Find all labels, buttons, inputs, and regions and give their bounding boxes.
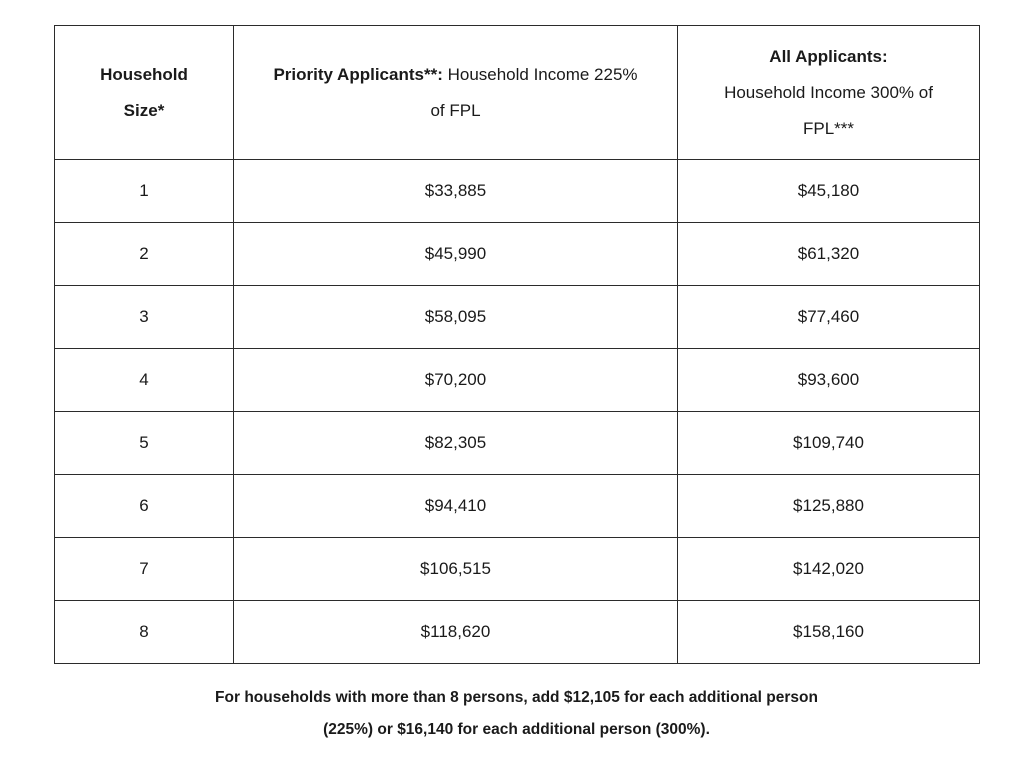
cell-all-income: $158,160 <box>678 601 980 664</box>
header-all-rest: Household Income 300% of FPL*** <box>724 82 933 138</box>
cell-all-income: $109,740 <box>678 412 980 475</box>
table-row <box>55 160 980 223</box>
cell-household-size: 6 <box>55 475 234 538</box>
cell-household-size: 7 <box>55 538 234 601</box>
table-row <box>55 475 980 538</box>
cell-priority-income: $58,095 <box>234 286 678 349</box>
cell-household-size: 2 <box>55 223 234 286</box>
header-household-size-label: Household Size* <box>100 64 188 120</box>
table-header-row <box>55 26 980 160</box>
footnote <box>54 682 979 746</box>
footnote-line-2: (225%) or $16,140 for each additional person (300%). <box>323 721 710 738</box>
header-priority-applicants <box>234 26 678 160</box>
header-all-bold: All Applicants: <box>769 46 888 66</box>
cell-all-income: $77,460 <box>678 286 980 349</box>
cell-household-size: 3 <box>55 286 234 349</box>
cell-all-income: $61,320 <box>678 223 980 286</box>
table-row <box>55 349 980 412</box>
table-body <box>55 160 980 664</box>
table-row <box>55 412 980 475</box>
header-priority-rest: Household Income 225% of FPL <box>430 64 638 120</box>
cell-all-income: $93,600 <box>678 349 980 412</box>
cell-all-income: $125,880 <box>678 475 980 538</box>
cell-all-income: $45,180 <box>678 160 980 223</box>
header-priority-text <box>271 57 641 129</box>
table-row <box>55 286 980 349</box>
cell-priority-income: $33,885 <box>234 160 678 223</box>
table-row <box>55 601 980 664</box>
cell-household-size: 8 <box>55 601 234 664</box>
header-priority-bold: Priority Applicants**: <box>273 64 443 84</box>
cell-priority-income: $70,200 <box>234 349 678 412</box>
header-all-applicants <box>678 26 980 160</box>
table-row <box>55 223 980 286</box>
footnote-line-1: For households with more than 8 persons, add $12,105 for each additional person <box>215 689 818 706</box>
cell-household-size: 1 <box>55 160 234 223</box>
table-row <box>55 538 980 601</box>
cell-priority-income: $118,620 <box>234 601 678 664</box>
cell-household-size: 4 <box>55 349 234 412</box>
cell-priority-income: $106,515 <box>234 538 678 601</box>
header-household-size <box>55 26 234 160</box>
income-table-container <box>54 25 979 664</box>
income-limits-table <box>54 25 980 664</box>
cell-priority-income: $94,410 <box>234 475 678 538</box>
cell-priority-income: $45,990 <box>234 223 678 286</box>
cell-all-income: $142,020 <box>678 538 980 601</box>
cell-priority-income: $82,305 <box>234 412 678 475</box>
cell-household-size: 5 <box>55 412 234 475</box>
